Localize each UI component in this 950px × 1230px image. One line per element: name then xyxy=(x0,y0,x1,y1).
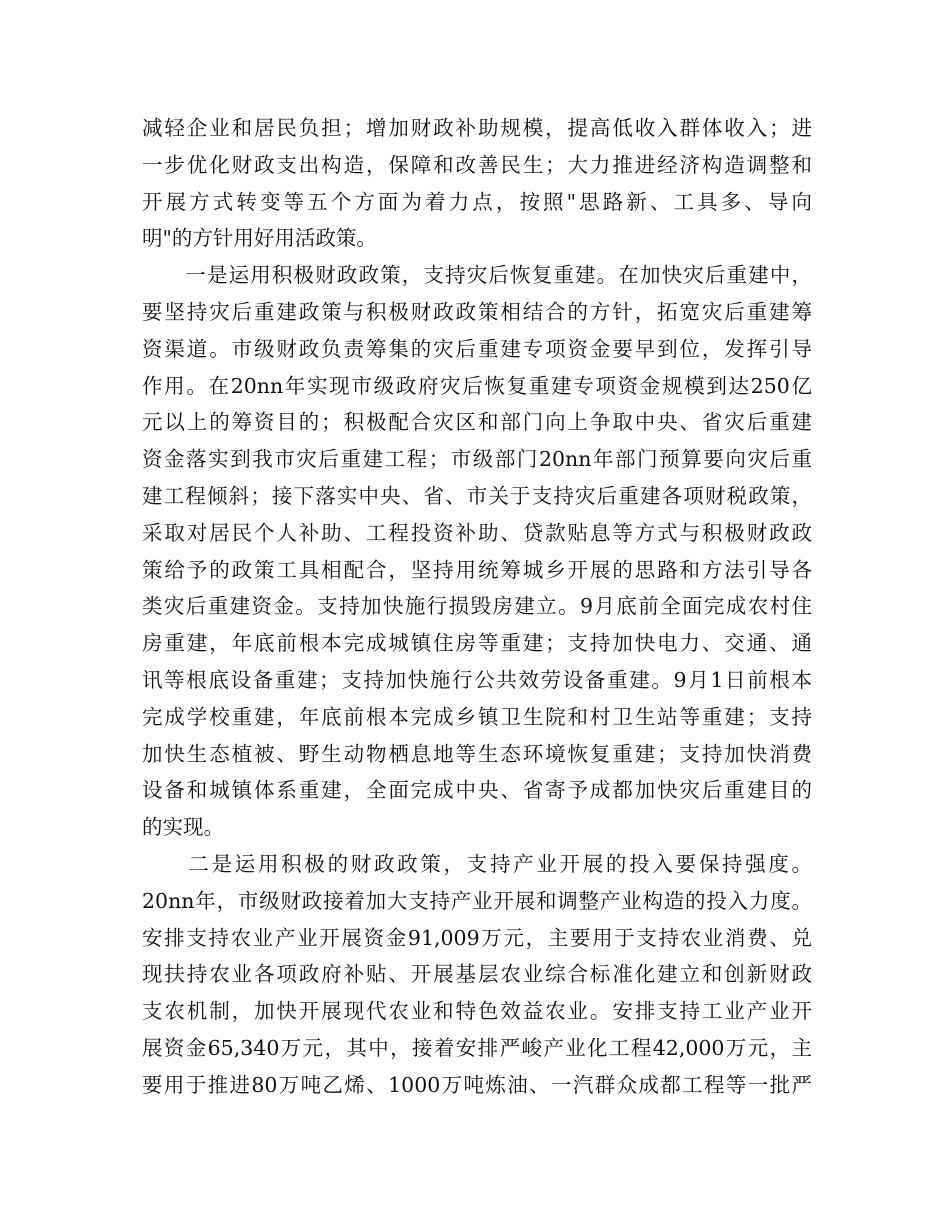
text-line: 20nn年，市级财政接着加大支持产业开展和调整产业构造的投入力度。 xyxy=(142,888,812,913)
text-line: 房重建，年底前根本完成城镇住房等重建；支持加快电力、交通、通 xyxy=(142,631,812,656)
text-line: 设备和城镇体系重建，全面完成中央、省寄予成都加快灾后重建目的 xyxy=(142,778,812,803)
text-line: 作用。在20nn年实现市级政府灾后恢复重建专项资金规模到达250亿 xyxy=(142,373,812,398)
text-line: 一步优化财政支出构造，保障和改善民生；大力推进经济构造调整和 xyxy=(142,152,812,177)
document-body xyxy=(142,110,812,1104)
text-line: 的实现。 xyxy=(142,815,224,840)
text-line: 开展方式转变等五个方面为着力点，按照"思路新、工具多、导向 xyxy=(142,189,812,214)
text-line: 减轻企业和居民负担；增加财政补助规模，提高低收入群体收入；进 xyxy=(142,116,812,140)
text-line: 策给予的政策工具相配合，坚持用统筹城乡开展的思路和方法引导各 xyxy=(142,557,812,582)
text-line: 二是运用积极的财政政策，支持产业开展的投入要保持强度。 xyxy=(142,851,812,876)
text-line: 一是运用积极财政政策，支持灾后恢复重建。在加快灾后重建中， xyxy=(142,263,812,288)
text-line: 讯等根底设备重建；支持加快施行公共效劳设备重建。9月1日前根本 xyxy=(142,667,812,692)
text-line: 资金落实到我市灾后重建工程；市级部门20nn年部门预算要向灾后重 xyxy=(142,447,812,472)
text-line: 现扶持农业各项政府补贴、开展基层农业综合标准化建立和创新财政 xyxy=(142,962,812,987)
text-line: 明"的方针用好用活政策。 xyxy=(142,226,377,251)
text-line: 加快生态植被、野生动物栖息地等生态环境恢复重建；支持加快消费 xyxy=(142,741,812,766)
text-line: 要坚持灾后重建政策与积极财政政策相结合的方针，拓宽灾后重建筹 xyxy=(142,299,812,324)
text-line: 元以上的筹资目的；积极配合灾区和部门向上争取中央、省灾后重建 xyxy=(142,410,812,435)
text-line: 类灾后重建资金。支持加快施行损毁房建立。9月底前全面完成农村住 xyxy=(142,594,812,619)
text-line: 采取对居民个人补助、工程投资补助、贷款贴息等方式与积极财政政 xyxy=(142,520,812,545)
text-line: 安排支持农业产业开展资金91,009万元，主要用于支持农业消费、兑 xyxy=(142,925,812,950)
text-line: 建工程倾斜；接下落实中央、省、市关于支持灾后重建各项财税政策， xyxy=(142,483,812,508)
text-line: 展资金65,340万元，其中，接着安排严峻产业化工程42,000万元，主 xyxy=(142,1035,812,1060)
text-line: 要用于推进80万吨乙烯、1000万吨炼油、一汽群众成都工程等一批严 xyxy=(142,1072,812,1097)
text-line: 资渠道。市级财政负责筹集的灾后重建专项资金要早到位，发挥引导 xyxy=(142,336,812,361)
text-line: 支农机制，加快开展现代农业和特色效益农业。安排支持工业产业开 xyxy=(142,999,812,1024)
text-line: 完成学校重建，年底前根本完成乡镇卫生院和村卫生站等重建；支持 xyxy=(142,704,812,729)
